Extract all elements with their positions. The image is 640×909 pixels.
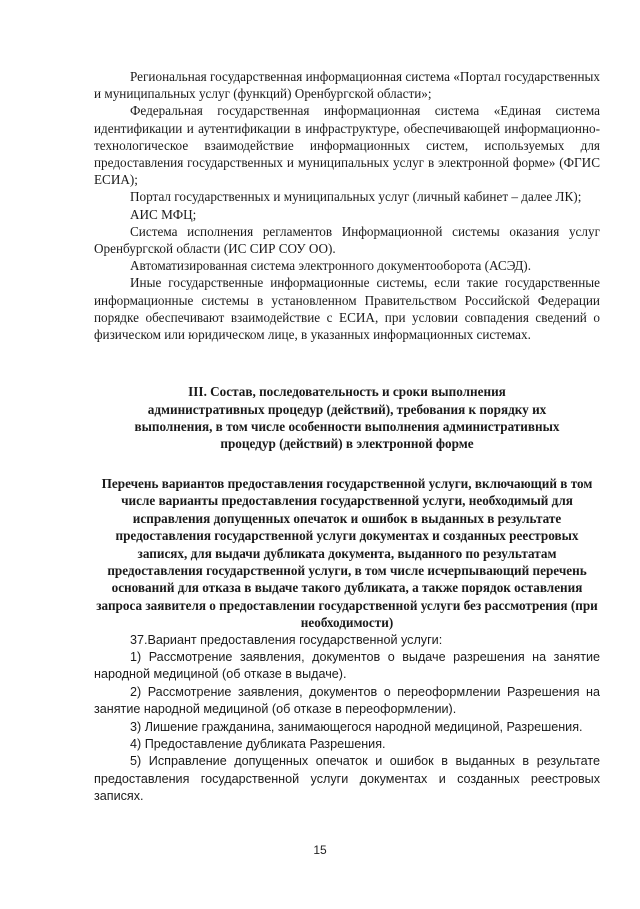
paragraph-lk: Портал государственных и муниципальных услуг (личный кабинет – далее ЛК); [130,189,582,205]
variant-item-3: 3) Лишение гражданина, занимающегося народной медициной, Разрешения. [130,719,583,734]
paragraph-other-systems: Иные государственные информационные системы, если такие государственные информационные системы в установленном Правительством Российской Федерации порядке обеспечивают взаимодействие с ЕСИА, при условии совпадения сведений о физическом или юридическом лице, в указанных информационных системах. [94,275,600,343]
variant-item-2: 2) Рассмотрение заявления, документов о переоформлении Разрешения на занятие народной медициной (об отказе в переоформлении). [94,684,600,717]
page-number: 15 [313,843,327,857]
variant-item-1: 1) Рассмотрение заявления, документов о выдаче разрешения на занятие народной медициной (об отказе в выдаче). [94,649,600,682]
variant-item-4: 4) Предоставление дубликата Разрешения. [130,736,386,751]
paragraph-ased: Автоматизированная система электронного документооборота (АСЭД). [130,258,531,274]
page-content [94,68,600,806]
spacer [94,343,600,383]
paragraph-ais-mfc: АИС МФЦ; [130,206,197,222]
spacer [94,453,600,475]
paragraph-esia: Федеральная государственная информационная система «Единая система идентификации и аутентификации в инфраструктуре, обеспечивающей информационно-технологическое взаимодействие информационных систем, используемых для предоставления государственных и муниципальных услуг в электронной форме» (ФГИС ЕСИА); [94,103,600,188]
subheading: Перечень вариантов предоставления государственной услуги, включающий в том числе варианты предоставления государственной услуги, необходимый для исправления допущенных опечаток и ошибок в выданных в результате предоставления государственной услуги документах и созданных реестровых записях, для выдачи дубликата документа, выданного по результатам предоставления государственной услуги, в том числе исчерпывающий перечень оснований для отказа в выдаче такого дубликата, а также порядок оставления запроса заявителя о предоставлении государственной услуги без рассмотрения (при необходимости) [96,475,598,631]
paragraph-is-sir: Система исполнения регламентов Информационной системы оказания услуг Оренбургской области (ИС СИР СОУ ОО). [94,223,600,257]
section-heading: III. Состав, последовательность и сроки выполнения административных процедур (действий), требования к порядку их выполнения, в том числе особенности выполнения административных процедур (действий) в электронной форме [134,384,560,452]
clause-37-intro: 37.Вариант предоставления государственной услуги: [130,632,443,647]
variant-item-5: 5) Исправление допущенных опечаток и ошибок в выданных в результате предоставления государственной услуги документах и созданных реестровых записях. [94,754,600,804]
paragraph-regional-portal: Региональная государственная информационная система «Портал государственных и муниципальных услуг (функций) Оренбургской области»; [94,69,600,102]
